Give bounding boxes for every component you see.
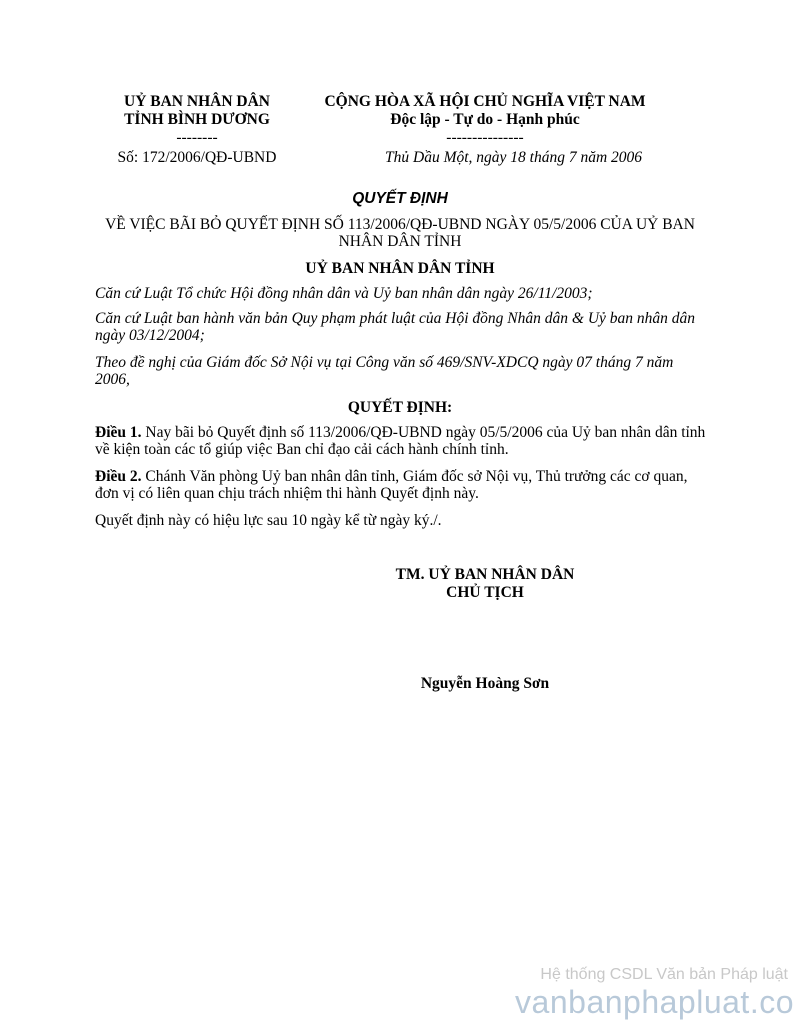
article-2-label: Điều 2. [95, 468, 142, 485]
watermark-caption: Hệ thống CSDL Văn bản Pháp luật [540, 966, 788, 983]
issuing-agency-block [97, 93, 297, 147]
document-subject: VỀ VIỆC BÃI BỎ QUYẾT ĐỊNH SỐ 113/2006/QĐ-UBND NGÀY 05/5/2006 CỦA UỶ BAN NHÂN DÂN TỈNH [105, 216, 695, 250]
signature-block [360, 566, 610, 602]
country-name: CỘNG HÒA XÃ HỘI CHỦ NGHĨA VIỆT NAM [324, 93, 646, 110]
agency-name-line1: UỶ BAN NHÂN DÂN [124, 93, 270, 110]
watermark-site: vanbanphapluat.co [515, 984, 794, 1020]
article-1-label: Điều 1. [95, 424, 142, 441]
decision-heading: QUYẾT ĐỊNH: [347, 399, 453, 416]
article-2-text: Chánh Văn phòng Uỷ ban nhân dân tỉnh, Giám đốc sở Nội vụ, Thủ trưởng các cơ quan, đơn vị có liên quan chịu trách nhiệm thi hành Quyết định này. [95, 468, 688, 502]
legal-basis-1: Căn cứ Luật Tổ chức Hội đồng nhân dân và Uỷ ban nhân dân ngày 26/11/2003; [95, 285, 593, 302]
place-and-date: Thủ Dầu Một, ngày 18 tháng 7 năm 2006 [385, 149, 643, 166]
motto-divider: --------------- [446, 129, 524, 146]
agency-name-line2: TỈNH BÌNH DƯƠNG [124, 111, 270, 128]
national-motto: Độc lập - Tự do - Hạnh phúc [390, 111, 580, 128]
effective-date-note: Quyết định này có hiệu lực sau 10 ngày kể từ ngày ký./. [95, 512, 442, 529]
legal-basis-3: Theo đề nghị của Giám đốc Sở Nội vụ tại Công văn số 469/SNV-XDCQ ngày 07 tháng 7 năm 2006, [95, 354, 674, 388]
issuing-authority: UỶ BAN NHÂN DÂN TỈNH [305, 260, 495, 277]
signer-name: Nguyễn Hoàng Sơn [420, 675, 550, 692]
legal-basis-2: Căn cứ Luật ban hành văn bản Quy phạm phát luật của Hội đồng Nhân dân & Uỷ ban nhân dân ngày 03/12/2004; [95, 310, 696, 344]
signer-on-behalf: TM. UỶ BAN NHÂN DÂN [395, 566, 575, 583]
signer-position: CHỦ TỊCH [446, 584, 524, 601]
article-1 [95, 425, 707, 458]
national-motto-block [300, 93, 670, 147]
article-1-text: Nay bãi bỏ Quyết định số 113/2006/QĐ-UBND ngày 05/5/2006 của Uỷ ban nhân dân tỉnh về kiện toàn các tổ giúp việc Ban chỉ đạo cải cách hành chính tỉnh. [95, 424, 706, 458]
agency-divider: -------- [176, 129, 218, 146]
article-2 [95, 469, 707, 502]
document-number: Số: 172/2006/QĐ-UBND [117, 149, 277, 166]
document-type-title: QUYẾT ĐỊNH [352, 190, 448, 207]
